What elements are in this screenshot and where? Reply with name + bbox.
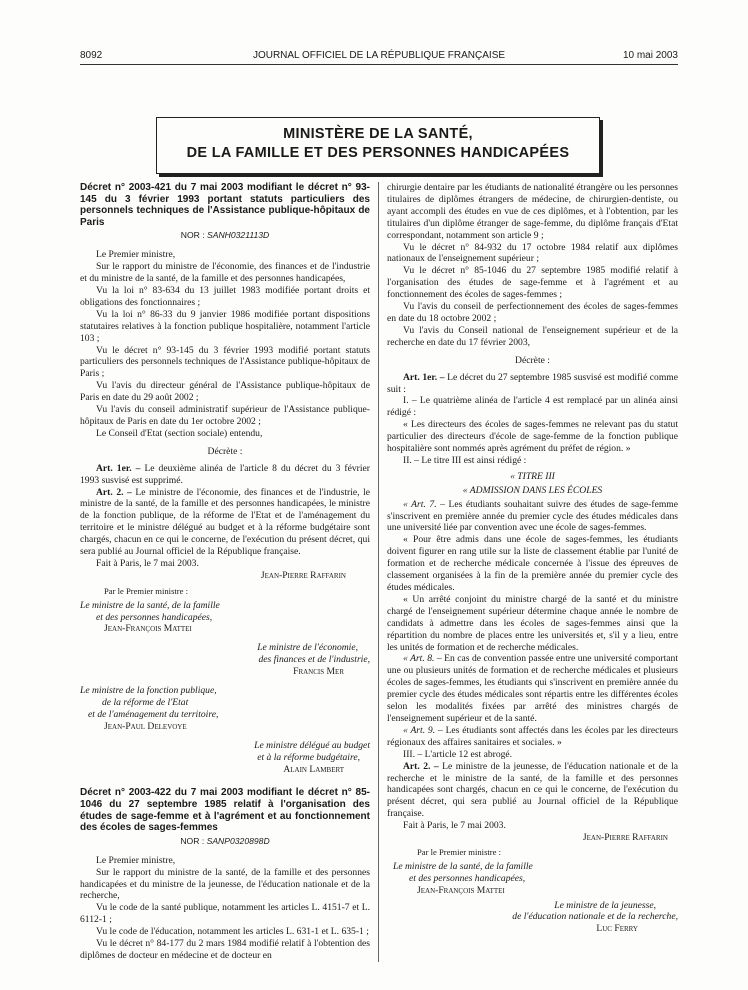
decree1-visa: Vu l'avis du conseil administratif supérieur de l'Assistance publique-hôpitaux de Paris en date du 1er octobre 2002 ; [80,404,370,427]
decree1-visa: Le Conseil d'Etat (section sociale) entendu, [96,427,263,439]
decree1-article1: Art. 1er. – Le deuxième alinéa de l'article 8 du décret du 3 février 1993 susvisé est supprimé. [80,462,370,486]
decree2-article1: Art. 1er. – Le décret du 27 septembre 1985 susvisé est modifié comme suit : [387,371,679,395]
decree1-visa: Vu la loi n° 83-634 du 13 juillet 1983 modifiée portant droits et obligations des fonctionnaires ; [80,285,370,308]
decree2-quote: « Les directeurs des écoles de sages-femmes ne relevant pas du statut particulier des directeurs d'école de sage-femme de la fonction publique hospitalière sont nommés après agrément du préfet de région. » [387,419,678,455]
decree1-min-fp: de la réforme de l'Etat [102,697,189,708]
decree2-done-at: Fait à Paris, le 7 mai 2003. [403,820,506,832]
decree2-min-jeunesse-name: Luc Ferry [596,923,638,935]
decree2-art7: « Art. 7. – Les étudiants souhaitant suivre des études de sage-femme s'inscrivent en première année du premier cycle des études médicales dans une université liée par convention avec une école de sages-femmes. [387,498,679,534]
decree2-visa: Vu l'avis du conseil de perfectionnement des écoles de sages-femmes en date du 18 octobre 2002 ; [387,301,678,324]
decree1-title: Décret n° 2003-421 du 7 mai 2003 modifiant le décret n° 93-145 du 3 février 1993 portant statuts particuliers des personnels techniques de l'Assistance publique-hôpitaux de Paris [80,182,370,228]
decree2-titre: « TITRE III [510,470,555,482]
decree2-item-ii: II. – Le titre III est ainsi rédigé : [403,454,527,466]
decree1-min-fp: Le ministre de la fonction publique, [80,685,217,697]
decree2-visa-continued: chirurgie dentaire par les étudiants de nationalité étrangère ou les personnes titulaires de diplômes étrangers de médecine, de chirurgien-dentiste, ou ayant accompli des études en vue de ces diplômes, et à l'obtention, par les titulaires d'un diplôme étranger de sage-femme, du diplôme français d'Etat correspondant, notamment son article 9 ; [387,182,678,241]
decree1-min-fp-name: Jean-Paul Delevoye [104,720,187,732]
decree2-title: Décret n° 2003-422 du 7 mai 2003 modifiant le décret n° 85-1046 du 27 septembre 1985 relatif à l'organisation des études de sage-femme et à l'agrément et au fonctionnement des écoles de sages-femmes [80,787,370,834]
decree2-preamble: Le Premier ministre, [96,854,176,866]
decree2-min-jeunesse: de l'éducation nationale et de la recherche, [512,911,678,923]
decree1-pm-signature: Jean-Pierre Raffarin [260,569,346,581]
decree1-preamble: Le Premier ministre, [96,249,176,261]
decree2-quote: « Pour être admis dans une école de sages-femmes, les étudiants doivent figurer en rang utile sur la liste de classement établie par l'unité de formation et de recherche médicale concernée à l'issue des épreuves de classement organisées à la fin de la première année du premier cycle des études médicales. [387,534,678,593]
decree1-min-sante: Le ministre de la santé, de la famille [80,599,220,611]
ministry-heading-line2: DE LA FAMILLE ET DES PERSONNES HANDICAPÉES [186,145,570,161]
decree1-visa: Vu la loi n° 86-33 du 9 janvier 1986 modifiée portant dispositions statutaires relatives à la fonction publique hospitalière, notamment l'article 103 ; [80,308,370,344]
ministry-heading-line1: MINISTÈRE DE LA SANTÉ, [283,126,473,142]
decree1-by-pm: Par le Premier ministre : [104,585,189,596]
decree2-visa: Vu le code de la santé publique, notamment les articles L. 4151-7 et L. 6112-1 ; [80,902,370,926]
decree1-report: Sur le rapport du ministre de l'économie, des finances et de l'industrie et du ministre de la santé, de la famille et des personnes handicapées, [80,261,370,285]
decree2-item-iii: III. – L'article 12 est abrogé. [403,748,513,760]
issue-date: 10 mai 2003 [622,50,678,61]
decree1-min-eco: des finances et de l'industrie, [258,654,370,666]
decree1-nor: NOR : SANH0321113D [180,230,270,241]
decree2-min-jeunesse: Le ministre de la jeunesse, [554,899,656,911]
page-number: 8092 [80,50,103,61]
decree2-art8: « Art. 8. – En cas de convention passée entre une université comportant une ou plusieurs unités de formation et de recherche médicales et plusieurs écoles de sages-femmes, les étudiants qui s'inscrivent en première année du premier cycle des études médicales sont répartis entre les différentes écoles selon les modalités fixées par arrêté des ministres chargés de l'enseignement supérieur et de la santé. [387,653,678,724]
decree2-admission-heading: « ADMISSION DANS LES ÉCOLES [462,484,603,496]
decree1-done-at: Fait à Paris, le 7 mai 2003. [96,557,199,569]
decree2-min-sante-name: Jean-François Mattei [417,884,505,896]
decree1-visa: Vu l'avis du directeur général de l'Assistance publique-hôpitaux de Paris en date du 29 août 2002 ; [80,380,370,404]
left-column [80,182,370,962]
decree1-min-fp: et de l'aménagement du territoire, [88,708,219,720]
decree2-min-sante: Le ministre de la santé, de la famille [393,860,533,872]
ministry-heading-box [156,117,600,174]
header-rule [80,64,678,65]
decree1-min-sante: et des personnes handicapées, [96,611,213,623]
decree1-decrete: Décrète : [207,445,243,457]
decree1-min-eco-name: Francis Mer [293,666,344,678]
decree1-min-budget-name: Alain Lambert [283,763,344,775]
decree1-min-budget: Le ministre délégué au budget [254,739,370,751]
decree1-min-eco: Le ministre de l'économie, [257,642,358,654]
decree2-decrete: Décrète : [515,354,550,366]
decree2-visa: Vu le décret n° 84-932 du 17 octobre 1984 relatif aux diplômes nationaux de l'enseignement supérieur ; [387,241,678,265]
decree1-min-sante-name: Jean-François Mattei [104,623,192,635]
decree2-quote: « Un arrêté conjoint du ministre chargé de la santé et du ministre chargé de l'enseignement supérieur détermine chaque année le nombre de candidats à admettre dans les écoles de sages-femmes ainsi que la répartition du nombre de places entre les universités et, s'il y a lieu, entre les unités de formation et de recherche médicales. [387,593,678,653]
decree2-visa: Vu le code de l'éducation, notamment les articles L. 631-1 et L. 635-1 ; [96,926,369,938]
decree1-article2: Art. 2. – Le ministre de l'économie, des finances et de l'industrie, le ministre de la santé, de la famille et des personnes handicapées, le ministre de la fonction publique, de la réforme de l'Etat et de l'aménagement du territoire et le ministre délégué au budget et à la réforme budgétaire sont chargés, chacun en ce qui le concerne, de l'exécution du présent décret, qui sera publié au Journal officiel de la République française. [80,486,370,558]
decree2-item-i: I. – Le quatrième alinéa de l'article 4 est remplacé par un alinéa ainsi rédigé : [387,395,678,419]
decree2-art9: « Art. 9. – Les étudiants sont affectés dans les écoles par les directeurs régionaux des affaires sanitaires et sociales. » [387,724,678,748]
decree2-visa: Vu le décret n° 85-1046 du 27 septembre 1985 modifié relatif à l'organisation des études de sage-femme et à l'agrément et au fonctionnement des écoles de sages-femmes ; [387,265,678,301]
decree2-pm-signature: Jean-Pierre Raffarin [582,832,668,844]
decree2-min-sante: et des personnes handicapées, [409,872,526,884]
decree2-nor: NOR : SANP0320898D [180,835,270,846]
column-divider [378,182,379,962]
journal-title: JOURNAL OFFICIEL DE LA RÉPUBLIQUE FRANÇAISE [252,50,506,61]
decree1-min-budget: et à la réforme budgétaire, [257,751,360,763]
decree2-visa: Vu le décret n° 84-177 du 2 mars 1984 modifié relatif à l'obtention des diplômes de docteur en médecine et de docteur en [80,938,370,961]
decree2-article2: Art. 2. – Le ministre de la jeunesse, de l'éducation nationale et de la recherche et le ministre de la santé, de la famille et des personnes handicapées sont chargés, chacun en ce qui le concerne, de l'exécution du présent décret, qui sera publié au Journal officiel de la République française. [387,760,679,820]
decree2-by-pm: Par le Premier ministre : [417,846,502,857]
decree1-visa: Vu le décret n° 93-145 du 3 février 1993 modifié portant statuts particuliers des personnels techniques de l'Assistance publique-hôpitaux de Paris ; [80,344,370,380]
right-column [387,182,678,935]
decree2-visa: Vu l'avis du Conseil national de l'enseignement supérieur et de la recherche en date du 17 février 2003, [387,324,678,348]
decree2-report: Sur le rapport du ministre de la santé, de la famille et des personnes handicapées et du ministre de la jeunesse, de l'éducation nationale et de la recherche, [80,866,370,902]
